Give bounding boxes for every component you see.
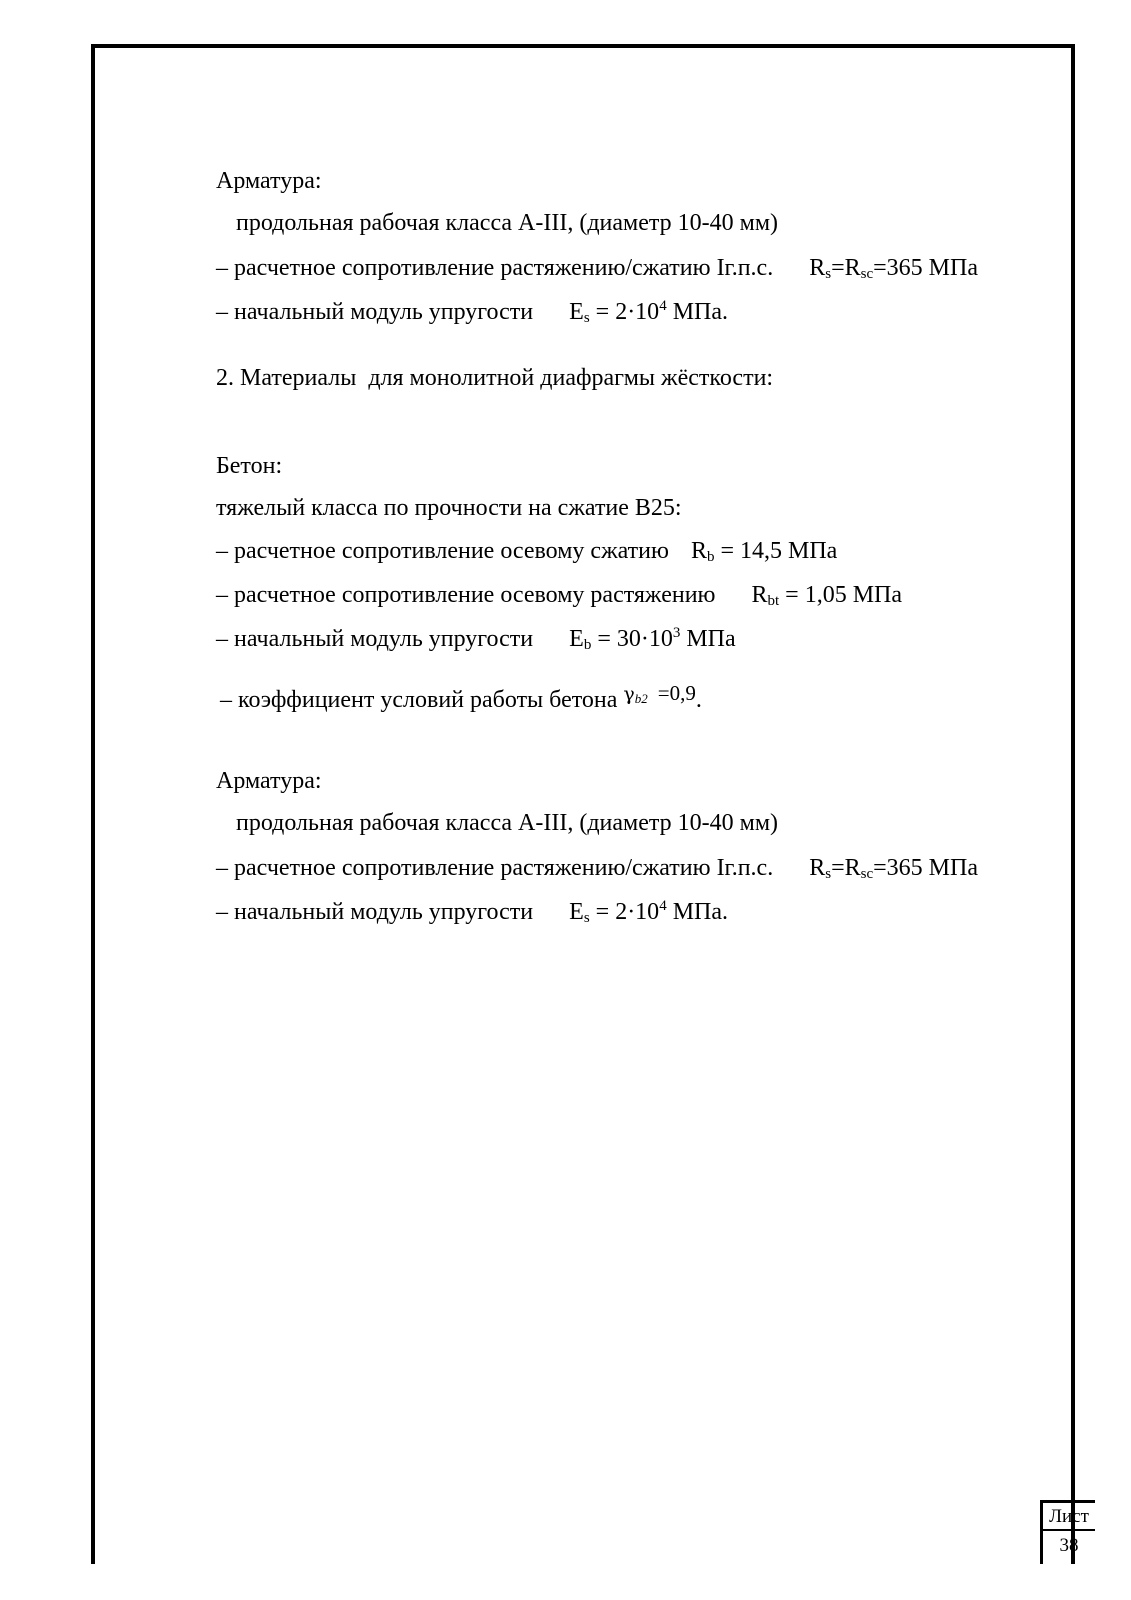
rebar-rs-line-1: – расчетное сопротивление растяжению/сжатию Iг.п.с. $R_s=R_{sc}=365$ МПа — [216, 255, 978, 282]
rebar-class-2: продольная рабочая класса А-III, (диаметр 10-40 мм) — [236, 810, 779, 836]
section-title: 2. Материалы для монолитной диафрагмы жёсткости: — [216, 365, 774, 391]
rbt-line: – расчетное сопротивление осевому растяжению $R_{bt} = 1,05$ МПа — [216, 582, 903, 609]
rebar-rs-line-2: – расчетное сопротивление растяжению/сжатию Iг.п.с. $R_s=R_{sc}=365$ МПа — [216, 855, 978, 882]
rb-line: – расчетное сопротивление осевому сжатию $R_b = 14,5$ МПа — [216, 538, 838, 565]
rebar-es-line-2: – начальный модуль упругости $E_s = 2\cdot 10^4$ МПа. — [216, 898, 729, 926]
concrete-class: тяжелый класса по прочности на сжатие В25: — [216, 495, 682, 521]
concrete-heading: Бетон: — [216, 453, 283, 479]
gamma-line: – коэффициент условий работы бетона $^\gamma$b2 =0,9. — [220, 681, 702, 713]
rebar-heading-1: Арматура: — [216, 168, 322, 194]
rebar-class-1: продольная рабочая класса А-III, (диаметр 10-40 мм) — [236, 210, 779, 236]
sheet-label: Лист — [1043, 1505, 1095, 1531]
rebar-heading-2: Арматура: — [216, 768, 322, 794]
sheet-stamp — [1040, 1500, 1095, 1564]
eb-line: – начальный модуль упругости $E_b = 30\cdot 10^3$ МПа — [216, 625, 736, 653]
sheet-number: 38 — [1059, 1535, 1079, 1556]
gamma-symbol: γ — [623, 683, 635, 705]
rebar-es-line-1: – начальный модуль упругости $E_s = 2\cdot 10^4$ МПа. — [216, 298, 729, 326]
